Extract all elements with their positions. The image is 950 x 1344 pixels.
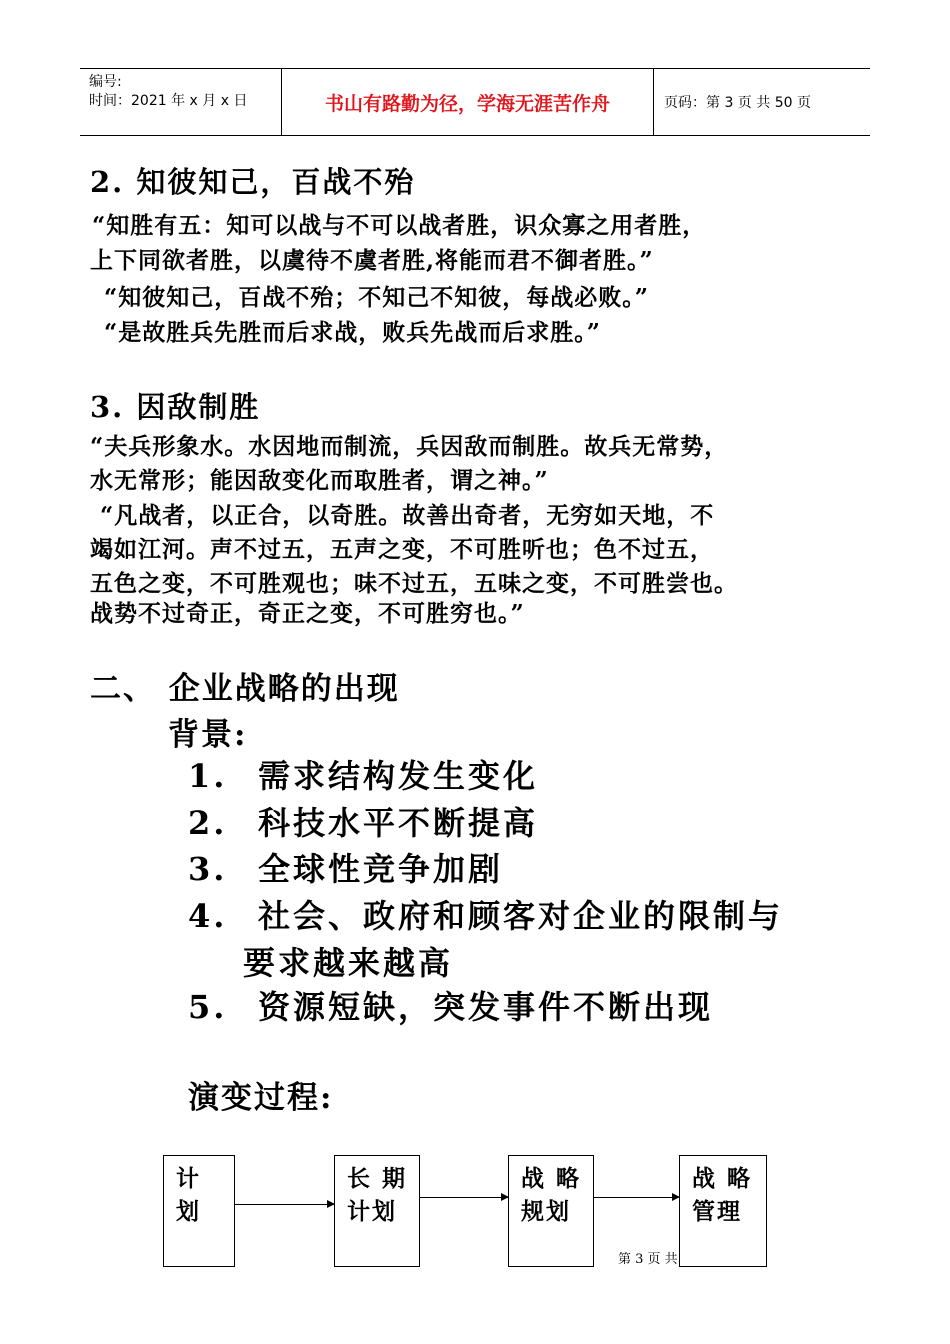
header-meta	[80, 69, 282, 135]
list-item-number: 2.	[188, 804, 228, 842]
flow-box-text: 计划	[347, 1198, 397, 1225]
quote-line: 水无常形；能因敌变化而取胜者，谓之神。”	[90, 467, 549, 494]
section-3-title: 3. 因敌制胜	[90, 390, 261, 424]
part-2-title: 二、 企业战略的出现	[90, 671, 400, 707]
list-item	[188, 891, 783, 937]
quote-line: 五色之变，不可胜观也；味不过五，五味之变，不可胜尝也。	[90, 570, 738, 597]
number-label: 编号:	[89, 74, 122, 90]
header-page-label: 页码：第 3 页 共 50 页	[664, 95, 811, 111]
flow-box-text: 管理	[692, 1198, 742, 1225]
flow-box-long-term-plan	[334, 1155, 420, 1267]
list-item	[188, 982, 713, 1028]
time-label: 时间：2021 年 x 月 x 日	[89, 93, 248, 109]
document-header	[80, 68, 870, 136]
flow-arrow	[235, 1204, 334, 1205]
quote-line: “知彼知己，百战不殆；不知己不知彼，每战必败。”	[104, 284, 649, 311]
flow-arrow	[420, 1197, 508, 1198]
quote-line: “知胜有五：知可以战与不可以战者胜，识众寡之用者胜，	[92, 212, 707, 239]
flow-box-text: 计	[176, 1165, 201, 1192]
flow-box-text: 战 略	[692, 1165, 753, 1192]
quote-line: “凡战者，以正合，以奇胜。故善出奇者，无穷如天地，不	[100, 502, 715, 529]
list-item-number: 5.	[188, 988, 228, 1026]
list-item-text: 社会、政府和顾客对企业的限制与	[258, 897, 784, 935]
list-item-text: 需求结构发生变化	[258, 757, 539, 795]
flow-box-strategic-planning	[508, 1155, 594, 1267]
flow-box-plan	[163, 1155, 235, 1267]
list-item-text: 全球性竞争加剧	[258, 850, 504, 888]
quote-line: 竭如江河。声不过五，五声之变，不可胜听也；色不过五，	[90, 536, 714, 563]
flow-arrow	[594, 1197, 679, 1198]
list-item-number: 3.	[188, 850, 228, 888]
background-label: 背景:	[168, 717, 248, 753]
flow-box-text: 划	[176, 1198, 201, 1225]
list-item	[188, 844, 503, 890]
evolution-label: 演变过程:	[188, 1080, 334, 1116]
flow-box-text: 长 期	[347, 1165, 408, 1192]
flow-box-text: 战 略	[521, 1165, 582, 1192]
header-motto: 书山有路勤为径，学海无涯苦作舟	[282, 69, 654, 135]
list-item-text: 资源短缺，突发事件不断出现	[258, 988, 714, 1026]
quote-line: “是故胜兵先胜而后求战，败兵先战而后求胜。”	[104, 319, 601, 346]
list-item-text: 科技水平不断提高	[258, 804, 539, 842]
section-2-title: 2. 知彼知己，百战不殆	[90, 165, 416, 199]
list-item-number: 4.	[188, 897, 228, 935]
list-item-number: 1.	[188, 757, 228, 795]
list-item-continuation: 要求越来越高	[243, 944, 454, 982]
list-item	[188, 798, 538, 844]
flow-box-text: 规划	[521, 1198, 571, 1225]
list-item	[188, 751, 538, 797]
page-footer: 第 3 页 共	[618, 1252, 678, 1267]
quote-line: 战势不过奇正，奇正之变，不可胜穷也。”	[90, 600, 525, 627]
quote-line: “夫兵形象水。水因地而制流，兵因敌而制胜。故兵无常势，	[90, 433, 729, 460]
flow-box-strategic-management	[679, 1155, 767, 1267]
quote-line: 上下同欲者胜，以虞待不虞者胜,将能而君不御者胜。”	[90, 247, 654, 274]
